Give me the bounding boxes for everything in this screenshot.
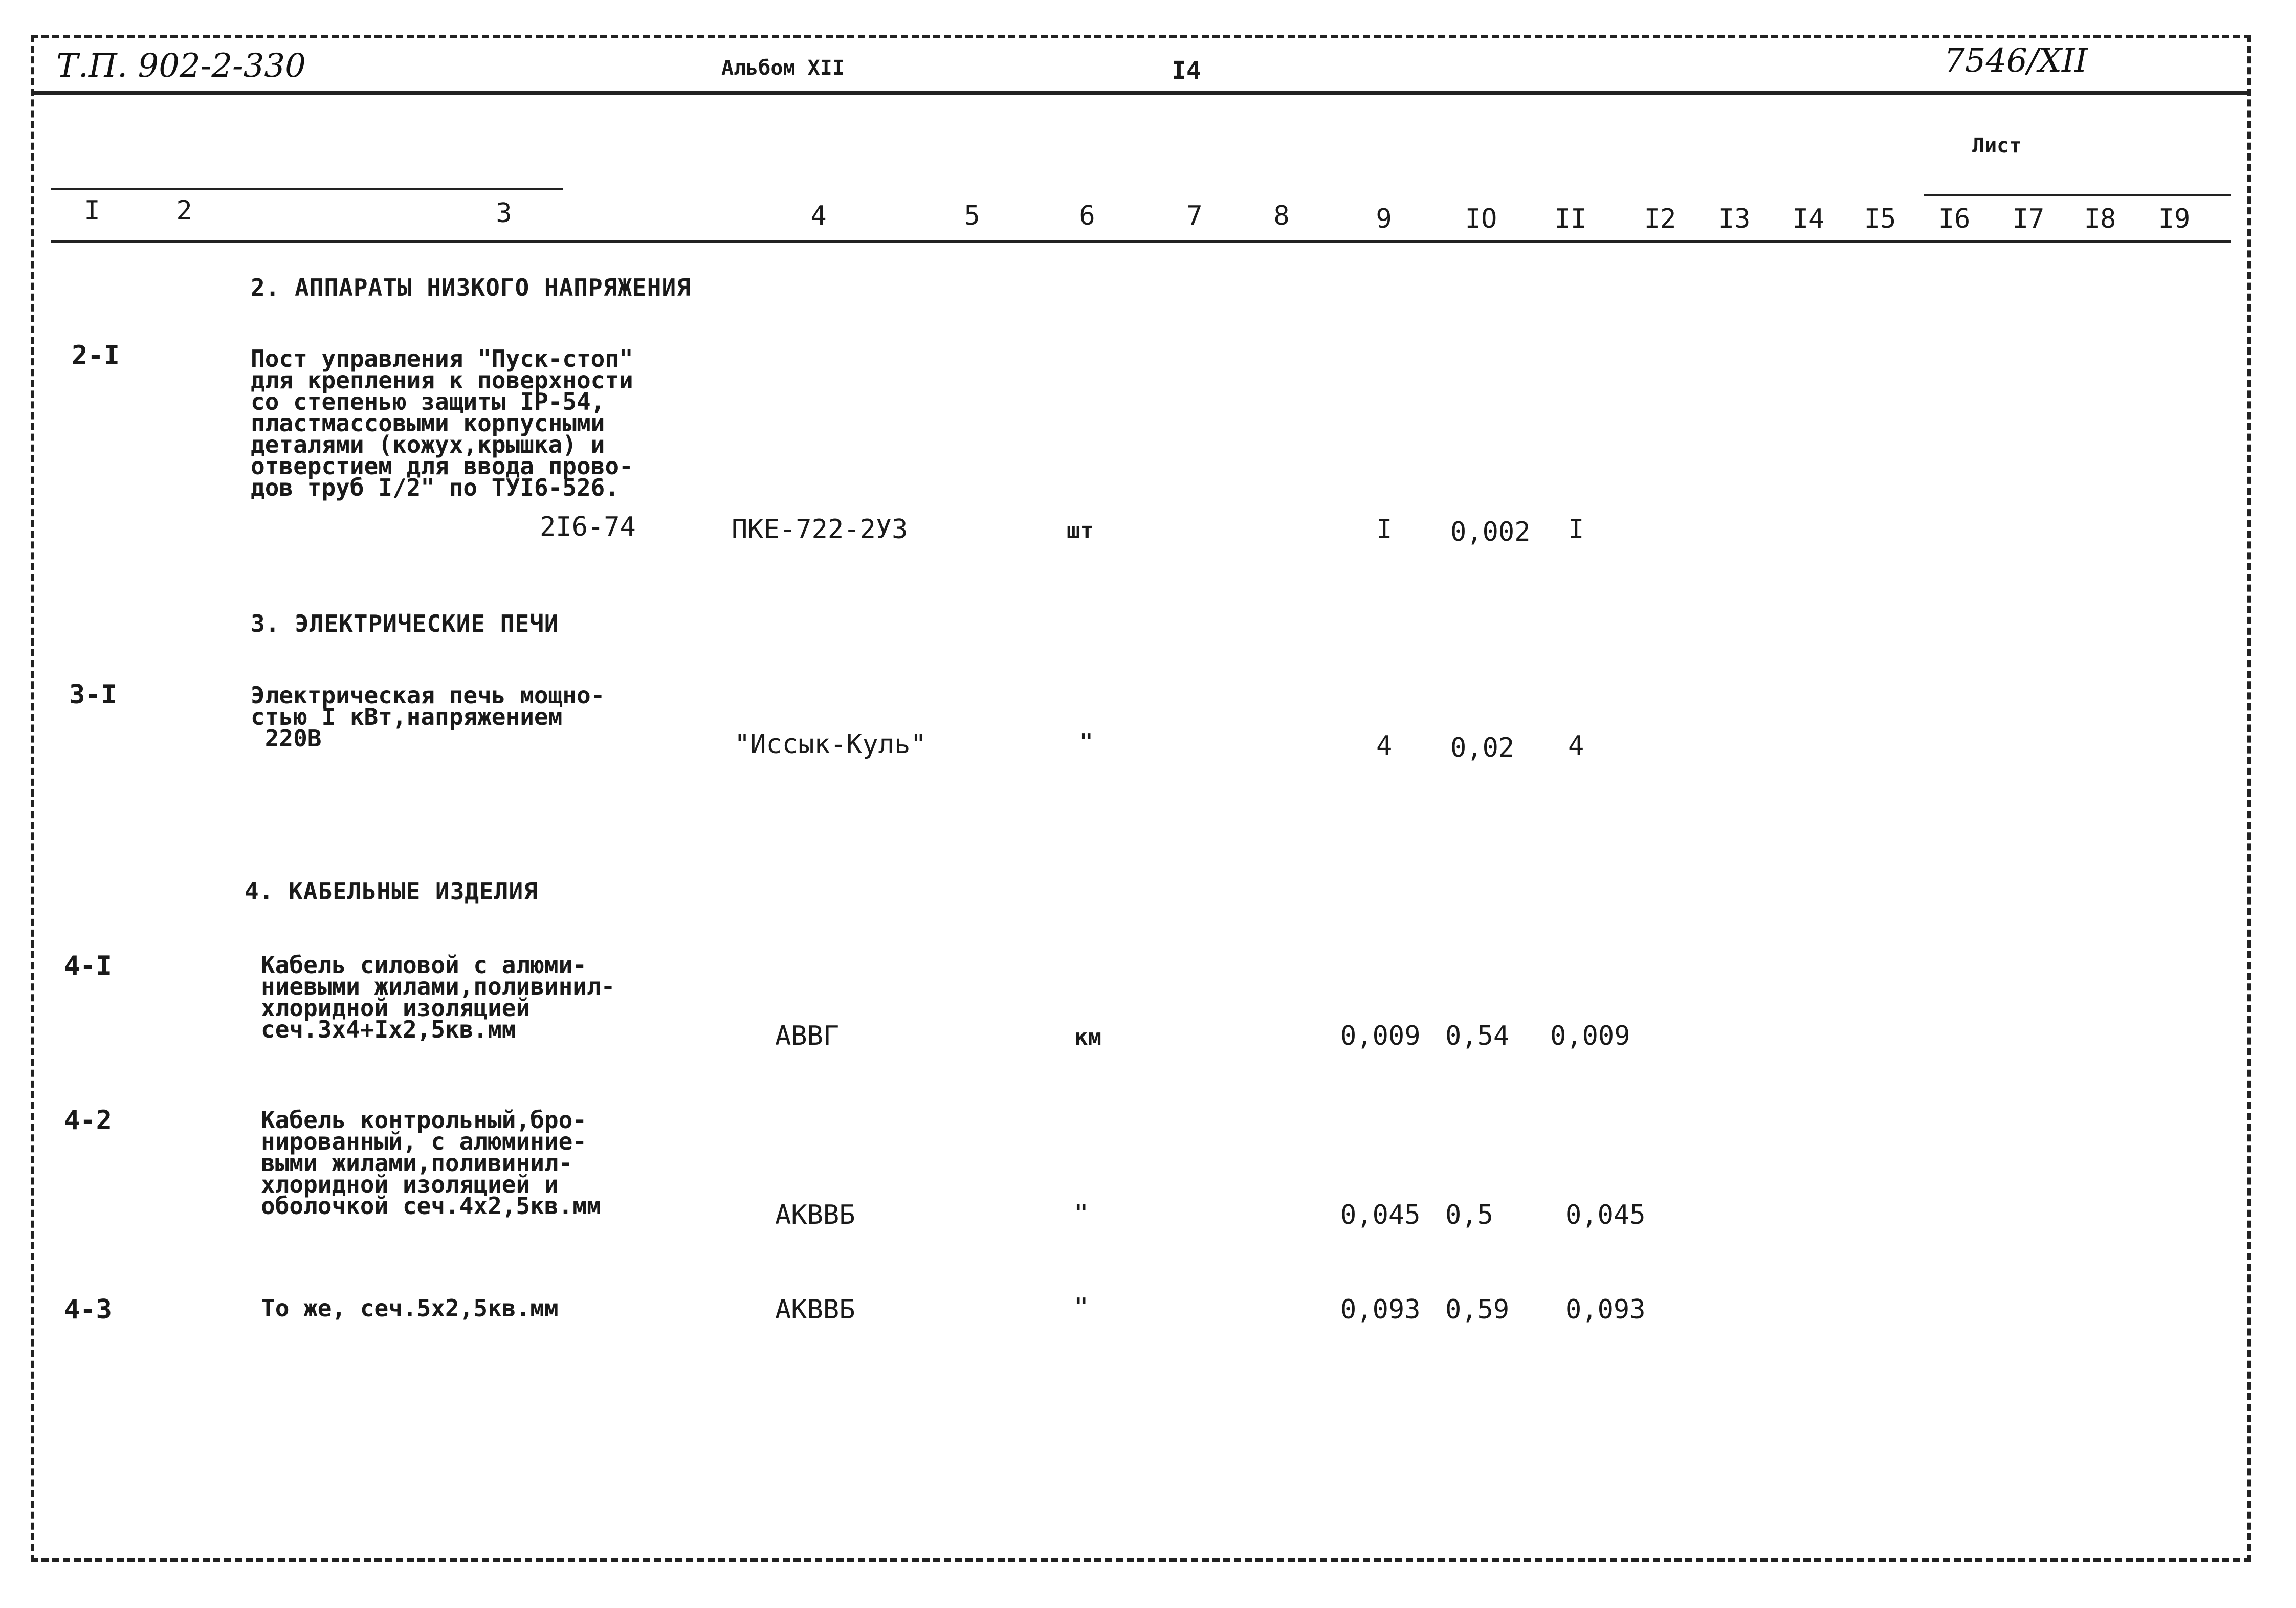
header-top-rule-right [1924, 194, 2231, 196]
item-code: 4-3 [64, 1294, 112, 1325]
column-header: I2 [1644, 204, 1676, 234]
column-header: I3 [1718, 204, 1751, 234]
item-col11: 0,045 [1565, 1200, 1646, 1230]
column-header: IO [1465, 204, 1497, 234]
project-number: Т.П. 902-2-330 [56, 47, 306, 85]
item-col9: 4 [1376, 731, 1393, 761]
column-header-rule [51, 240, 2231, 243]
item-col9: 0,093 [1340, 1294, 1421, 1325]
sheet-label: Лист [1972, 134, 2022, 158]
item-unit: " [1074, 1293, 1088, 1319]
column-header: I4 [1792, 204, 1825, 234]
item-col11: I [1568, 514, 1584, 545]
item-description: То же, сеч.5х2,5кв.мм [261, 1294, 559, 1322]
item-col10: 0,59 [1445, 1294, 1510, 1325]
item-unit: " [1074, 1200, 1088, 1226]
item-col10: 0,002 [1450, 517, 1531, 547]
item-description-tail: 2I6-74 [540, 512, 636, 542]
album-label: Альбом XII [721, 56, 845, 80]
item-col10: 0,5 [1445, 1200, 1493, 1230]
column-header: I [84, 195, 100, 226]
item-code: 3-I [69, 679, 117, 710]
inventory-number: 7546/XII [1944, 42, 2088, 80]
item-code: 4-2 [64, 1105, 112, 1136]
section-heading: 2. АППАРАТЫ НИЗКОГО НАПРЯЖЕНИЯ [251, 274, 691, 301]
item-type: АКВВБ [775, 1200, 855, 1230]
item-unit: " [1079, 729, 1093, 755]
item-col9: I [1376, 514, 1393, 545]
stamp-underline [31, 91, 2251, 95]
item-description: Пост управления "Пуск-стоп" для крепления к поверхности со степенью защиты IP-54, пластмассовыми корпусными деталями (кожух,крышка) и отверстием для ввода прово- дов труб I/2" по ТУI6-526. [251, 345, 633, 501]
column-header: II [1554, 204, 1587, 234]
item-col10: 0,02 [1450, 733, 1515, 763]
column-header: 4 [810, 201, 827, 231]
item-col11: 4 [1568, 731, 1584, 761]
item-code: 2-I [72, 340, 120, 371]
item-col11: 0,009 [1550, 1021, 1630, 1051]
item-type: АКВВБ [775, 1294, 855, 1325]
column-header: 7 [1186, 201, 1203, 231]
column-header: I7 [2012, 204, 2045, 234]
sheet-border [31, 35, 2251, 1562]
item-unit: км [1074, 1024, 1101, 1050]
item-col9: 0,045 [1340, 1200, 1421, 1230]
item-description: Кабель силовой с алюми- ниевыми жилами,поливинил- хлоридной изоляцией сеч.3х4+Iх2,5кв.мм [261, 951, 615, 1043]
column-header: 9 [1376, 204, 1392, 234]
item-type: "Иссык-Куль" [734, 729, 926, 760]
column-header: I5 [1864, 204, 1896, 234]
item-code: 4-I [64, 951, 112, 981]
item-unit: шт [1067, 518, 1094, 544]
item-col9: 0,009 [1340, 1021, 1421, 1051]
column-header: I8 [2084, 204, 2116, 234]
section-heading: 3. ЭЛЕКТРИЧЕСКИЕ ПЕЧИ [251, 610, 559, 637]
item-col11: 0,093 [1565, 1294, 1646, 1325]
column-header: I6 [1938, 204, 1971, 234]
item-description: Кабель контрольный,бро- нированный, с алюминие- выми жилами,поливинил- хлоридной изоляцией и оболочкой сеч.4х2,5кв.мм [261, 1106, 601, 1220]
section-heading: 4. КАБЕЛЬНЫЕ ИЗДЕЛИЯ [245, 877, 538, 905]
page-number: I4 [1172, 56, 1201, 85]
column-header: 2 [176, 195, 192, 226]
header-top-rule-left [51, 188, 563, 190]
column-header: 3 [496, 198, 512, 229]
item-type: ПКЕ-722-2УЗ [732, 514, 908, 545]
column-header: 5 [964, 201, 980, 231]
column-header: 8 [1273, 201, 1290, 231]
item-description: Электрическая печь мощно- стью I кВт,напряжением 220В [251, 681, 605, 752]
item-col10: 0,54 [1445, 1021, 1510, 1051]
item-type: АВВГ [775, 1021, 840, 1051]
column-header: I9 [2158, 204, 2191, 234]
column-header: 6 [1079, 201, 1095, 231]
